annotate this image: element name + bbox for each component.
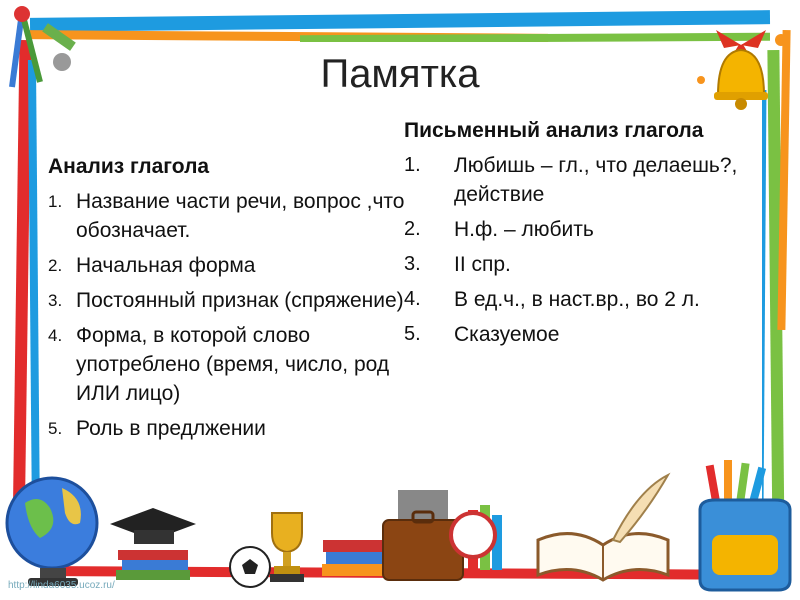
list-number: 3. [48,291,63,310]
list-number: 3. [404,253,421,275]
list-number: 2. [48,256,63,275]
list-item-text: Любишь – гл., что делаешь?, действие [454,154,738,206]
written-analysis-column [404,116,744,355]
frame-stripe-blue-left [28,60,40,530]
backpack-pencils-icon [690,455,798,595]
list-number: 5. [48,419,63,438]
list-item [404,215,744,244]
list-number: 2. [404,218,421,240]
footer-url[interactable]: http://linda6035.ucoz.ru/ [8,580,115,591]
list-item-text: Форма, в которой слово употреблено (время, число, род ИЛИ лицо) [76,324,390,405]
list-item-text: Начальная форма [76,254,256,277]
list-item [404,250,744,279]
list-item-text: Постоянный признак (спряжение) [76,289,404,312]
globe-icon [0,468,110,593]
trophy-icon [262,508,312,586]
list-number: 1. [404,154,421,176]
list-item-text: Н.ф. – любить [454,218,594,241]
books-and-briefcase-icon [318,480,528,590]
list-item [404,151,744,209]
frame-stripe-blue-top [30,10,770,32]
list-item [48,251,408,280]
written-analysis-heading: Письменный анализ глагола [404,119,704,142]
list-number: 4. [404,288,421,310]
list-item-text: Сказуемое [454,323,560,346]
list-number: 5. [404,323,421,345]
list-item [48,414,408,443]
list-item [48,321,408,408]
list-item-text: В ед.ч., в наст.вр., во 2 л. [454,288,700,311]
list-item [48,286,408,315]
verb-analysis-heading: Анализ глагола [48,155,210,178]
list-item-text: Роль в предлжении [76,417,266,440]
open-book-quill-icon [528,470,678,590]
list-item [404,285,744,314]
graduation-cap-icon [108,500,203,585]
list-item-text: II спр. [454,253,511,276]
verb-analysis-column [48,152,408,449]
list-number: 1. [48,192,63,211]
list-item-text: Название части речи, вопрос ,что обозначает. [76,190,405,242]
list-item [404,320,744,349]
page-title: Памятка [320,52,480,96]
list-number: 4. [48,326,63,345]
list-item [48,187,408,245]
